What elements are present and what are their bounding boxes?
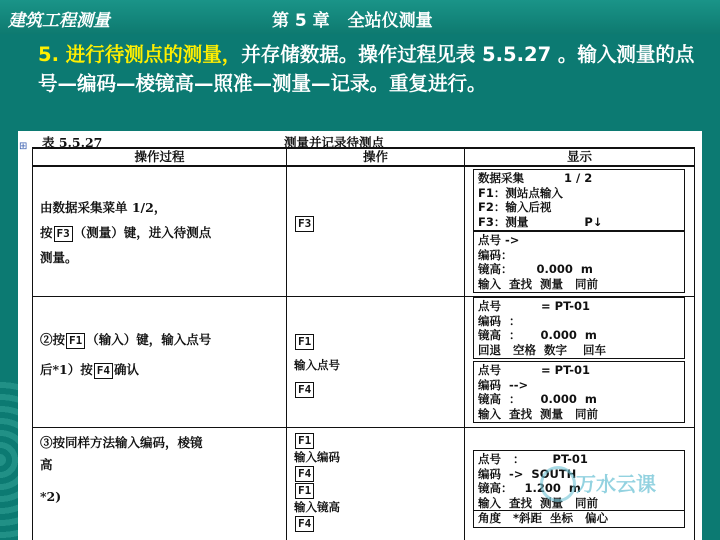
process-line: ②按 F1 （输入）键，输入点号: [40, 332, 212, 347]
title-bar: [0, 0, 720, 34]
process-cell: [33, 297, 287, 427]
watermark-logo-icon: [540, 466, 576, 502]
watermark: 万水云课: [576, 472, 656, 496]
table-row: [33, 297, 695, 428]
process-line: ③按同样方法输入编码，棱镜: [40, 435, 203, 450]
operation-cell: [287, 428, 465, 540]
chapter-number: 第 5 章: [272, 11, 330, 31]
screen-line: 编码 -->: [478, 377, 529, 392]
intro-text: 并存储数据。操作过程见表 5.5.27 。输入测量的点号—编码—棱镜高—照准—测量—记录。重复进行。: [38, 43, 695, 95]
chapter-heading: [272, 6, 451, 31]
table-row: [33, 167, 695, 297]
operation-step: 输入镜高: [294, 500, 340, 514]
screen-line: 镜高 ： 0.000 m: [478, 328, 597, 343]
process-line: 按 F3 （测量）键，进入待测点: [40, 225, 212, 240]
key-f1: F1: [66, 333, 85, 349]
key-f3: F3: [295, 216, 314, 232]
process-cell: [33, 167, 287, 296]
table-caption: 表 5.5.27: [42, 135, 103, 150]
process-text: [40, 325, 211, 385]
operation-cell: [287, 297, 465, 427]
screen-line: 角度 *斜距 坐标 偏心: [474, 510, 684, 526]
process-cell: [33, 428, 287, 540]
process-line: 由数据采集菜单 1/2，: [40, 200, 167, 215]
screen-line: 编码 ：: [478, 313, 521, 328]
screen-line: 编码 -> SOUTH: [478, 466, 577, 481]
operation-step: 输入编码: [294, 450, 340, 464]
key-f1: F1: [295, 433, 314, 449]
screen-line: 数据采集 1 / 2: [478, 171, 593, 185]
screen-line: F1：测站点输入: [478, 185, 563, 200]
instrument-screen: [473, 231, 685, 293]
key-f1: F1: [295, 334, 314, 350]
screen-line: 输入 查找 测量 同前: [478, 276, 599, 291]
intro-paragraph: [38, 40, 698, 98]
column-header-process: 操作过程: [33, 149, 287, 167]
course-title: 建筑工程测量: [8, 11, 110, 31]
table-title: 测量并记录待测点: [284, 135, 385, 150]
column-header-display: 显示: [465, 149, 695, 167]
chapter-title: 全站仪测量: [347, 11, 433, 31]
operation-list: [294, 215, 315, 232]
instrument-screen: [473, 297, 685, 359]
display-cell: [465, 297, 695, 427]
key-f3: F3: [54, 226, 73, 242]
operation-cell: [287, 167, 465, 296]
screen-line: 回退 空格 数字 回车: [478, 342, 607, 357]
key-f4: F4: [295, 382, 314, 398]
screen-line: 点号 ->: [478, 233, 520, 247]
screen-line: 输入 查找 测量 同前: [478, 495, 599, 510]
process-line: *2): [40, 489, 62, 504]
process-text: [40, 432, 203, 508]
display-cell: [465, 167, 695, 296]
process-text: [40, 195, 211, 270]
process-line: 高: [40, 457, 53, 472]
operation-list: [294, 432, 340, 532]
intro-highlight: 5. 进行待测点的测量，: [38, 43, 242, 66]
key-f4: F4: [94, 363, 113, 379]
screen-line: F3：测量 P↓: [478, 214, 603, 229]
screen-line: 镜高： 1.200 m: [478, 481, 581, 496]
screen-line: 点号 = PT-01: [478, 299, 591, 313]
plus-icon[interactable]: ⊞: [19, 141, 28, 152]
process-line: 后*1）按 F4 确认: [40, 362, 140, 377]
instrument-screen: [473, 361, 685, 423]
operation-list: [294, 329, 340, 401]
key-f1: F1: [295, 483, 314, 499]
key-f4: F4: [295, 516, 314, 532]
screen-line: 输入 查找 测量 同前: [478, 406, 599, 421]
column-header-operation: 操作: [287, 149, 465, 167]
process-line: 测量。: [40, 250, 78, 265]
screen-line: 点号 = PT-01: [478, 363, 591, 377]
operation-step: 输入点号: [294, 358, 340, 372]
instrument-screen: [473, 169, 685, 231]
screen-line: 镜高： 0.000 m: [478, 262, 593, 277]
screen-line: F2：输入后视: [478, 200, 552, 215]
screen-line: 镜高 ： 0.000 m: [478, 392, 597, 407]
screen-line: 点号 ： PT-01: [478, 452, 588, 466]
key-f4: F4: [295, 466, 314, 482]
screen-line: 编码：: [478, 247, 513, 262]
